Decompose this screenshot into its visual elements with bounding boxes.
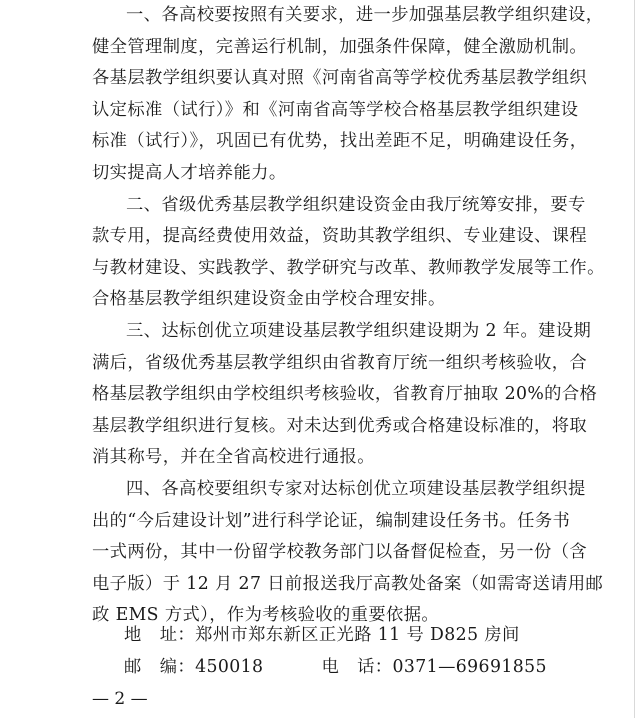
phone-label-char-2: 话：: [357, 657, 393, 677]
text-line: 满后，省级优秀基层教学组织由省教育厅统一组织考核验收，合: [92, 352, 588, 373]
text-line: 消其称号，并在全省高校进行通报。: [92, 447, 375, 468]
postcode-label-char-1: 邮: [124, 657, 142, 677]
address-value: 郑州市郑东新区正光路 11 号 D825 房间: [195, 625, 520, 645]
postcode-value: 450018: [195, 657, 264, 677]
text-line: 与教材建设、实践教学、教学研究与改革、教师教学发展等工作。: [92, 257, 605, 278]
phone-label-char-1: 电: [321, 657, 340, 677]
paragraph-4: [92, 474, 604, 632]
contact-postcode-phone: [124, 652, 547, 684]
text-line: 四、各高校要组织专家对达标创优立项建设基层教学组织提: [126, 478, 586, 499]
text-line: 款专用，提高经费使用效益，资助其教学组织、专业建设、课程: [92, 226, 588, 247]
text-line: 二、省级优秀基层教学组织建设资金由我厅统筹安排，要专: [126, 194, 586, 215]
text-line: 格基层教学组织由学校组织考核验收，省教育厅抽取 20%的合格: [92, 384, 598, 405]
text-line: 标准（试行）》，巩固已有优势，找出差距不足，明确建设任务，: [92, 131, 588, 152]
phone-value: 0371—69691855: [392, 657, 547, 677]
document-body: [92, 0, 605, 632]
text-line: 政 EMS 方式），作为考核验收的重要依据。: [92, 605, 440, 626]
text-line: 认定标准（试行）》和《河南省高等学校合格基层教学组织建设: [92, 99, 579, 120]
text-line: 一式两份，其中一份留学校教务部门以备督促检查，另一份（含: [92, 542, 588, 563]
text-line: 三、达标创优立项建设基层教学组织建设期为 2 年。建设期: [126, 320, 592, 341]
text-line: 一、各高校要按照有关要求，进一步加强基层教学组织建设，: [126, 5, 604, 25]
text-line: 各基层教学组织要认真对照《河南省高等学校优秀基层教学组织: [92, 68, 588, 89]
text-line: 基层教学组织进行复核。对未达到优秀或合格建设标准的，将取: [92, 415, 588, 436]
paragraph-3: [92, 316, 598, 474]
text-line: 出的“今后建设计划”进行科学论证，编制建设任务书。任务书: [92, 510, 571, 531]
page-number: — 2 —: [92, 689, 148, 709]
text-line: 电子版）于 12 月 27 日前报送我厅高教处备案（如需寄送请用邮: [92, 573, 604, 594]
address-label-char-2: 址：: [159, 625, 196, 645]
postcode-label-char-2: 编：: [159, 657, 196, 677]
text-line: 切实提高人才培养能力。: [92, 162, 287, 183]
paragraph-2: [92, 190, 605, 316]
contact-address: [124, 620, 520, 652]
text-line: 健全管理制度，完善运行机制，加强条件保障，健全激励机制。: [92, 36, 588, 57]
paragraph-1: [92, 0, 604, 190]
text-line: 合格基层教学组织建设资金由学校合理安排。: [92, 289, 446, 310]
address-label-char-1: 地: [124, 625, 142, 645]
